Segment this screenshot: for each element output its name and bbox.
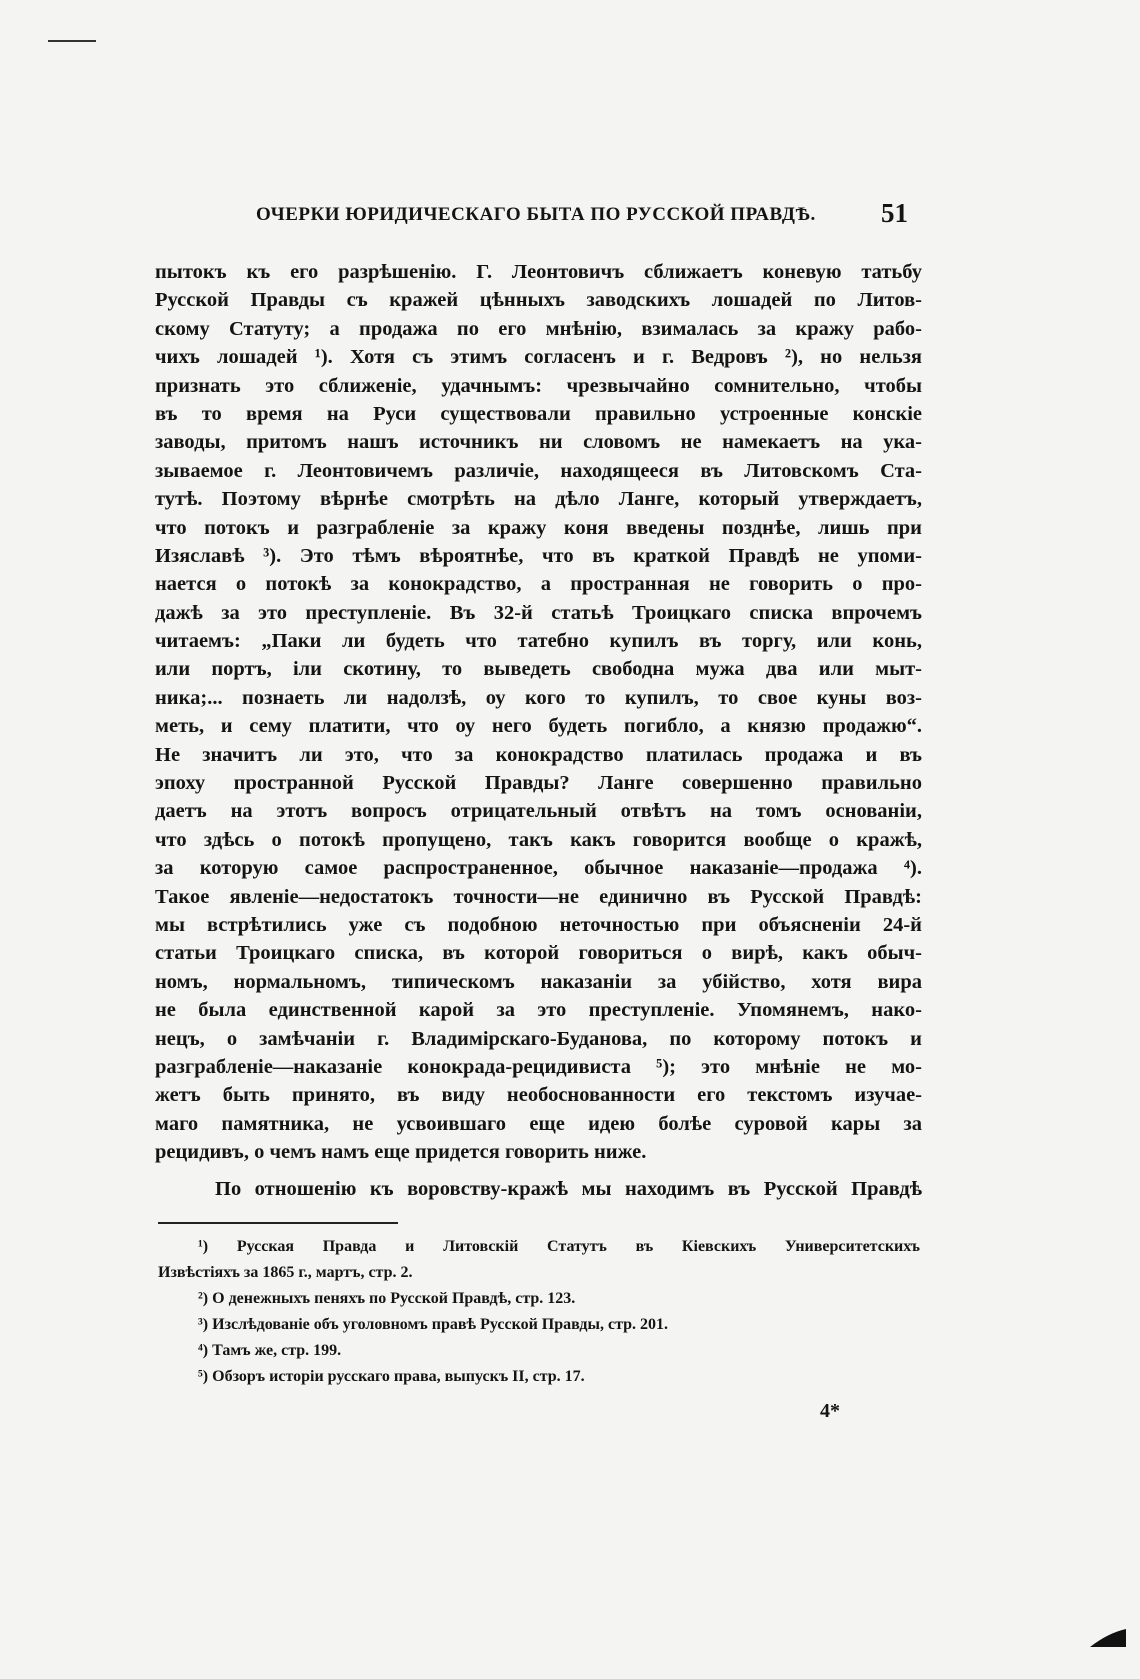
text-line: Изяславѣ ³). Это тѣмъ вѣроятнѣе, что въ краткой Правдѣ не упоми- — [155, 544, 922, 567]
text-line: эпоху пространной Русской Правды? Ланге совершенно правильно — [155, 772, 922, 795]
text-line: нецъ, о замѣчаніи г. Владимірскаго-Буданова, по которому потокъ и — [155, 1027, 922, 1050]
text-line: меть, и сему платити, что оу него будеть погибло, а князю продажю“. — [155, 715, 922, 738]
text-line: зываемое г. Леонтовичемъ различіе, находящееся въ Литовскомъ Ста- — [155, 459, 922, 482]
text-line: дажѣ за это преступленіе. Въ 32-й статьѣ Троицкаго списка впрочемъ — [155, 601, 922, 624]
footnote-1-continued: Извѣстіяхъ за 1865 г., мартъ, стр. 2. — [158, 1264, 413, 1281]
text-line: рецидивъ, о чемъ намъ еще придется говорить ниже. — [155, 1141, 647, 1164]
footnote-2: ²) О денежныхъ пеняхъ по Русской Правдѣ, стр. 123. — [198, 1290, 576, 1307]
text-line: Русской Правды съ кражей цѣнныхъ заводскихъ лошадей по Литов- — [155, 289, 922, 312]
signature-mark: 4* — [820, 1400, 840, 1422]
text-line: за которую самое распространенное, обычное наказаніе—продажа ⁴). — [155, 857, 922, 880]
text-line: заводы, притомъ нашъ источникъ ни словомъ не намекаетъ на ука- — [155, 431, 922, 454]
text-line: разграбленіе—наказаніе конокрада-рецидивиста ⁵); это мнѣніе не мо- — [155, 1055, 922, 1078]
text-line: Такое явленіе—недостатокъ точности—не единично въ Русской Правдѣ: — [155, 885, 922, 908]
text-line: признать это сближеніе, удачнымъ: чрезвычайно сомнительно, чтобы — [155, 374, 922, 397]
scan-edge-rule — [48, 40, 96, 42]
body-text — [155, 258, 922, 1203]
header-title: ОЧЕРКИ ЮРИДИЧЕСКАГО БЫТА ПО РУССКОЙ ПРАВДѢ. — [256, 204, 816, 225]
text-line: статьи Троицкаго списка, въ которой говориться о вирѣ, какъ обыч- — [155, 942, 922, 965]
footnote-1: ¹) Русская Правда и Литовскій Статутъ въ Кіевскихъ Университетскихъ — [198, 1238, 920, 1255]
text-line: въ то время на Руси существовали правильно устроенные конскіе — [155, 402, 922, 425]
text-line: жетъ быть принято, въ виду необоснованности его текстомъ изучае- — [155, 1084, 922, 1107]
text-line: что здѣсь о потокѣ пропущено, такъ какъ говорится вообще о кражѣ, — [155, 828, 922, 851]
text-line: даетъ на этотъ вопросъ отрицательный отвѣтъ на томъ основаніи, — [155, 800, 922, 823]
footnote-4: ⁴) Тамъ же, стр. 199. — [198, 1342, 342, 1359]
text-line: не была единственной карой за это преступленіе. Упомянемъ, нако- — [155, 999, 922, 1022]
running-header — [160, 198, 920, 232]
text-line: пытокъ къ его разрѣшенію. Г. Леонтовичъ сближаетъ коневую татьбу — [155, 261, 922, 283]
text-line: ника;... познаеть ли надолзѣ, оу кого то купилъ, то свое куны воз- — [155, 686, 922, 709]
text-line: читаемъ: „Паки ли будеть что татебно купилъ въ торгу, или конь, — [155, 630, 922, 653]
text-line: чихъ лошадей ¹). Хотя съ этимъ согласенъ и г. Ведровъ ²), но нельзя — [155, 346, 922, 369]
footnote-separator — [158, 1222, 398, 1224]
text-line: или портъ, іли скотину, то выведеть свободна мужа два или мыт- — [155, 658, 922, 681]
text-line: скому Статуту; а продажа по его мнѣнію, взималась за кражу рабо- — [155, 317, 922, 340]
text-line: номъ, нормальномъ, типическомъ наказаніи за убійство, хотя вира — [155, 970, 922, 993]
text-line: что потокъ и разграбленіе за кражу коня введены позднѣе, лишь при — [155, 516, 922, 539]
text-line: тутѣ. Поэтому вѣрнѣе смотрѣть на дѣло Ланге, который утверждаетъ, — [155, 488, 922, 511]
text-line: маго памятника, не усвоившаго еще идею болѣе суровой кары за — [155, 1112, 922, 1135]
text-line: мы встрѣтились уже съ подобною неточностью при объясненіи 24-й — [155, 913, 922, 936]
corner-tab-mark — [1088, 1627, 1128, 1649]
footnotes — [158, 1234, 920, 1390]
footnote-3: ³) Изслѣдованіе объ уголовномъ правѣ Русской Правды, стр. 201. — [198, 1316, 669, 1333]
footnote-5: ⁵) Обзоръ исторіи русскаго права, выпускъ II, стр. 17. — [198, 1368, 585, 1385]
text-line: нается о потокѣ за конокрадство, а пространная не говорить о про- — [155, 573, 922, 596]
paragraph-start-line: По отношенію къ воровству-кражѣ мы находимъ въ Русской Правдѣ — [215, 1177, 922, 1200]
text-line: Не значитъ ли это, что за конокрадство платилась продажа и въ — [155, 743, 922, 766]
page-number: 51 — [881, 198, 908, 228]
